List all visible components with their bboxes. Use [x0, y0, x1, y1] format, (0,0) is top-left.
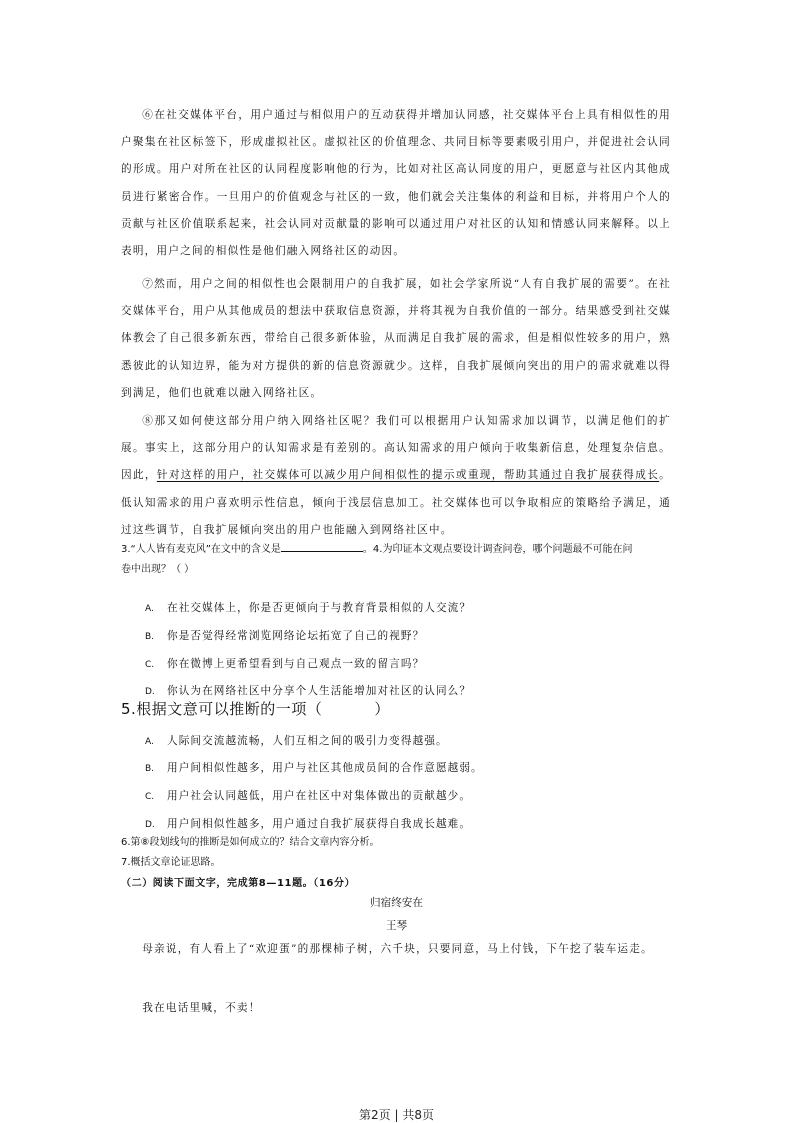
- option-key: D.: [145, 820, 155, 830]
- question-7: 7.概括文章论证思路。: [121, 857, 221, 868]
- underlined-sentence: 针对这样的用户，社交媒体可以减少用户间相似性的提示或重现，帮助其通过自我扩展获得成长: [156, 469, 660, 482]
- question-5-close: ）: [374, 700, 390, 718]
- question-5: [121, 698, 390, 719]
- question-3: [121, 540, 632, 555]
- page-footer: 第2页 | 共8页: [359, 1108, 434, 1122]
- option-text: 人际间交流越流畅，人们互相之间的吸引力变得越强。: [167, 735, 448, 747]
- option-key: A.: [145, 737, 154, 747]
- option-key: B.: [145, 764, 155, 774]
- answer-blank: [281, 542, 363, 552]
- option-key: D.: [145, 687, 155, 697]
- option-text: 你认为在网络社区中分享个人生活能增加对社区的认同么？: [167, 685, 472, 697]
- q4-option-a: [145, 600, 471, 615]
- option-text: 用户间相似性越多，用户与社区其他成员间的合作意愿越弱。: [167, 762, 483, 774]
- story-author: 王琴: [385, 920, 408, 932]
- q4-option-d: [145, 683, 471, 698]
- story-paragraph-2: 我在电话里喊，不卖！: [142, 1002, 261, 1014]
- paragraph-8: [121, 408, 671, 544]
- q4-option-b: [145, 628, 424, 643]
- section-2-heading: （二）阅读下面文字，完成第8—11题。（16分）: [121, 878, 356, 889]
- option-text: 用户社会认同越低，用户在社区中对集体做出的贡献越少。: [167, 790, 472, 802]
- paragraph-8-text-b: 。低认知需求的用户喜欢明示性信息，倾向于浅层信息加工。社交媒体也可以争取相应的策略给予满足，通过这些调节，自我扩展倾向突出的用户也能融入到网络社区中。: [121, 469, 672, 536]
- option-key: C.: [145, 792, 155, 802]
- question-6: 6.第⑧段划线句的推断是如何成立的？结合文章内容分析。: [121, 837, 380, 848]
- story-paragraph-1: 母亲说，有人看上了“欢迎蛋”的那棵柿子树，六千块，只要同意，马上付钱，下午挖了装车运走。: [142, 943, 653, 955]
- q5-option-c: [145, 788, 471, 803]
- question-4-text: 。4.为印证本文观点要设计调查问卷，哪个问题最不可能在问: [362, 544, 633, 555]
- question-3-text: 3.“人人皆有麦克风”在文中的含义是: [121, 544, 281, 555]
- q4-option-c: [145, 656, 424, 671]
- option-text: 用户间相似性越多，用户通过自我扩展获得自我成长越难。: [167, 818, 472, 830]
- question-4-cont: 卷中出现？（ ）: [121, 564, 195, 575]
- option-text: 在社交媒体上，你是否更倾向于与教育背景相似的人交流？: [167, 602, 472, 614]
- paragraph-6: ⑥在社交媒体平台，用户通过与相似用户的互动获得并增加认同感，社交媒体平台上具有相似性的用户聚集在社区标签下，形成虚拟社区。虚拟社区的价值理念、共同目标等要素吸引用户，并促进社会认同的形成。用户对所在社区的认同程度影响他的行为，比如对社区高认同度的用户，更愿意与社区内其他成员进行紧密合作。一旦用户的价值观念与社区的一致，他们就会关注集体的利益和目标，并将用户个人的贡献与社区价值联系起来，社会认同对贡献量的影响可以通过用户对社区的认知和情感认同来解释。以上表明，用户之间的相似性是他们融入网络社区的动因。: [121, 109, 671, 258]
- q5-option-a: [145, 733, 448, 748]
- question-5-stem: 5.根据文意可以推断的一项（: [121, 700, 323, 718]
- q5-option-d: [145, 816, 471, 831]
- q5-option-b: [145, 760, 483, 775]
- option-key: B.: [145, 632, 155, 642]
- option-text: 你是否觉得经常浏览网络论坛拓宽了自己的视野？: [167, 630, 425, 642]
- option-key: A.: [145, 604, 154, 614]
- story-title: 归宿终安在: [370, 897, 423, 909]
- paragraph-8-text-a: ⑧那又如何使这部分用户纳入网络社区呢？我们可以根据用户认知需求加以调节，以满足他们的扩展。事实上，这部分用户的认知需求是有差别的。高认知需求的用户倾向于收集新信息，处理复杂信息。因此，: [121, 415, 671, 482]
- option-key: C.: [145, 660, 155, 670]
- option-text: 你在微博上更希望看到与自己观点一致的留言吗？: [167, 658, 425, 670]
- paragraph-7: ⑦然而，用户之间的相似性也会限制用户的自我扩展，如社会学家所说“人有自我扩展的需要”。在社交媒体平台，用户从其他成员的想法中获取信息资源，并将其视为自我价值的一部分。结果感受到社交媒体教会了自己很多新东西，带给自己很多新体验，从而满足自我扩展的需求，但是相似性较多的用户，熟悉彼此的认知边界，能为对方提供的新的信息资源就少。这样，自我扩展倾向突出的用户的需求就难以得到满足，他们也就难以融入网络社区。: [121, 278, 671, 399]
